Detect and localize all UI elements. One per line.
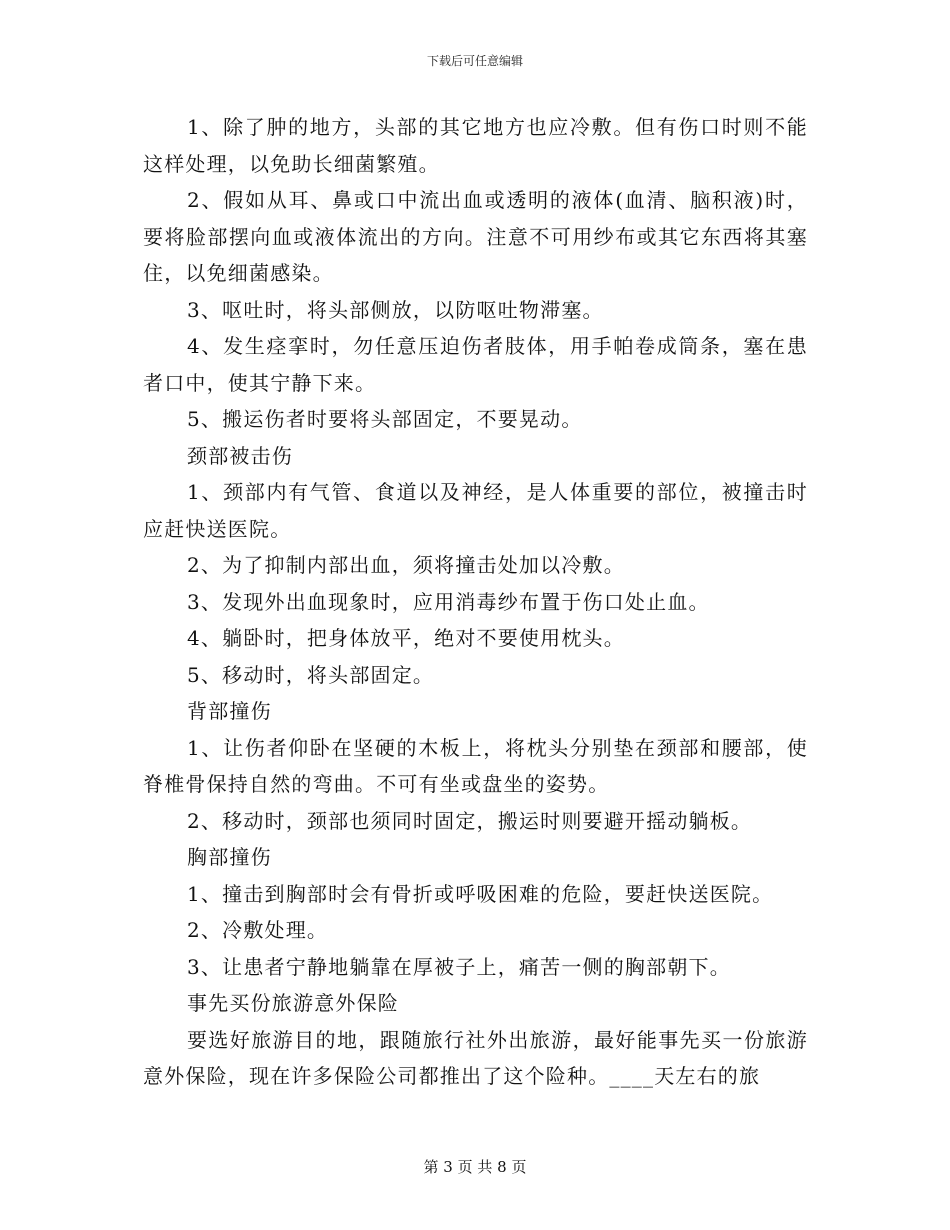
section-heading: 事先买份旅游意外保险 xyxy=(187,991,399,1015)
paragraph: 2、假如从耳、鼻或口中流出血或透明的液体(血清、脑积液)时，要将脸部摆向血或液体流出的方向。注意不可用纱布或其它东西将其塞住，以免细菌感染。 xyxy=(143,188,808,285)
paragraph: 要选好旅游目的地，跟随旅行社外出旅游，最好能事先买一份旅游意外保险，现在许多保险公司都推出了这个险种。____天左右的旅 xyxy=(143,1027,808,1088)
paragraph: 1、撞击到胸部时会有骨折或呼吸困难的危险，要赶快送医院。 xyxy=(187,881,774,906)
paragraph: 1、颈部内有气管、食道以及神经，是人体重要的部位，被撞击时应赶快送医院。 xyxy=(143,480,808,541)
paragraph: 5、搬运伤者时要将头部固定，不要晃动。 xyxy=(187,407,583,431)
paragraph: 2、移动时，颈部也须同时固定，搬运时则要避开摇动躺板。 xyxy=(187,808,753,833)
paragraph: 5、移动时，将头部固定。 xyxy=(187,662,435,687)
paragraph: 2、为了抑制内部出血，须将撞击处加以冷敷。 xyxy=(187,553,625,577)
document-body xyxy=(143,109,808,1095)
paragraph: 1、让伤者仰卧在坚硬的木板上，将枕头分别垫在颈部和腰部，使脊椎骨保持自然的弯曲。不可有坐或盘坐的姿势。 xyxy=(143,735,808,796)
paragraph: 1、除了肿的地方，头部的其它地方也应冷敷。但有伤口时则不能这样处理，以免助长细菌繁殖。 xyxy=(143,115,808,176)
section-heading: 颈部被击伤 xyxy=(187,443,293,468)
page-footer: 第 3 页 共 8 页 xyxy=(423,1158,527,1176)
page-header: 下载后可任意编辑 xyxy=(426,54,523,68)
section-heading: 胸部撞伤 xyxy=(187,845,272,869)
paragraph: 4、躺卧时，把身体放平，绝对不要使用枕头。 xyxy=(187,626,625,650)
paragraph: 3、让患者宁静地躺靠在厚被子上，痛苦一侧的胸部朝下。 xyxy=(187,954,731,979)
paragraph: 2、冷敷处理。 xyxy=(187,918,329,942)
paragraph: 3、发现外出血现象时，应用消毒纱布置于伤口处止血。 xyxy=(187,589,710,614)
paragraph: 4、发生痉挛时，勿任意压迫伤者肢体，用手帕卷成筒条，塞在患者口中，使其宁静下来。 xyxy=(143,334,808,395)
section-heading: 背部撞伤 xyxy=(187,699,272,723)
paragraph: 3、呕吐时，将头部侧放，以防呕吐物滞塞。 xyxy=(187,297,604,322)
